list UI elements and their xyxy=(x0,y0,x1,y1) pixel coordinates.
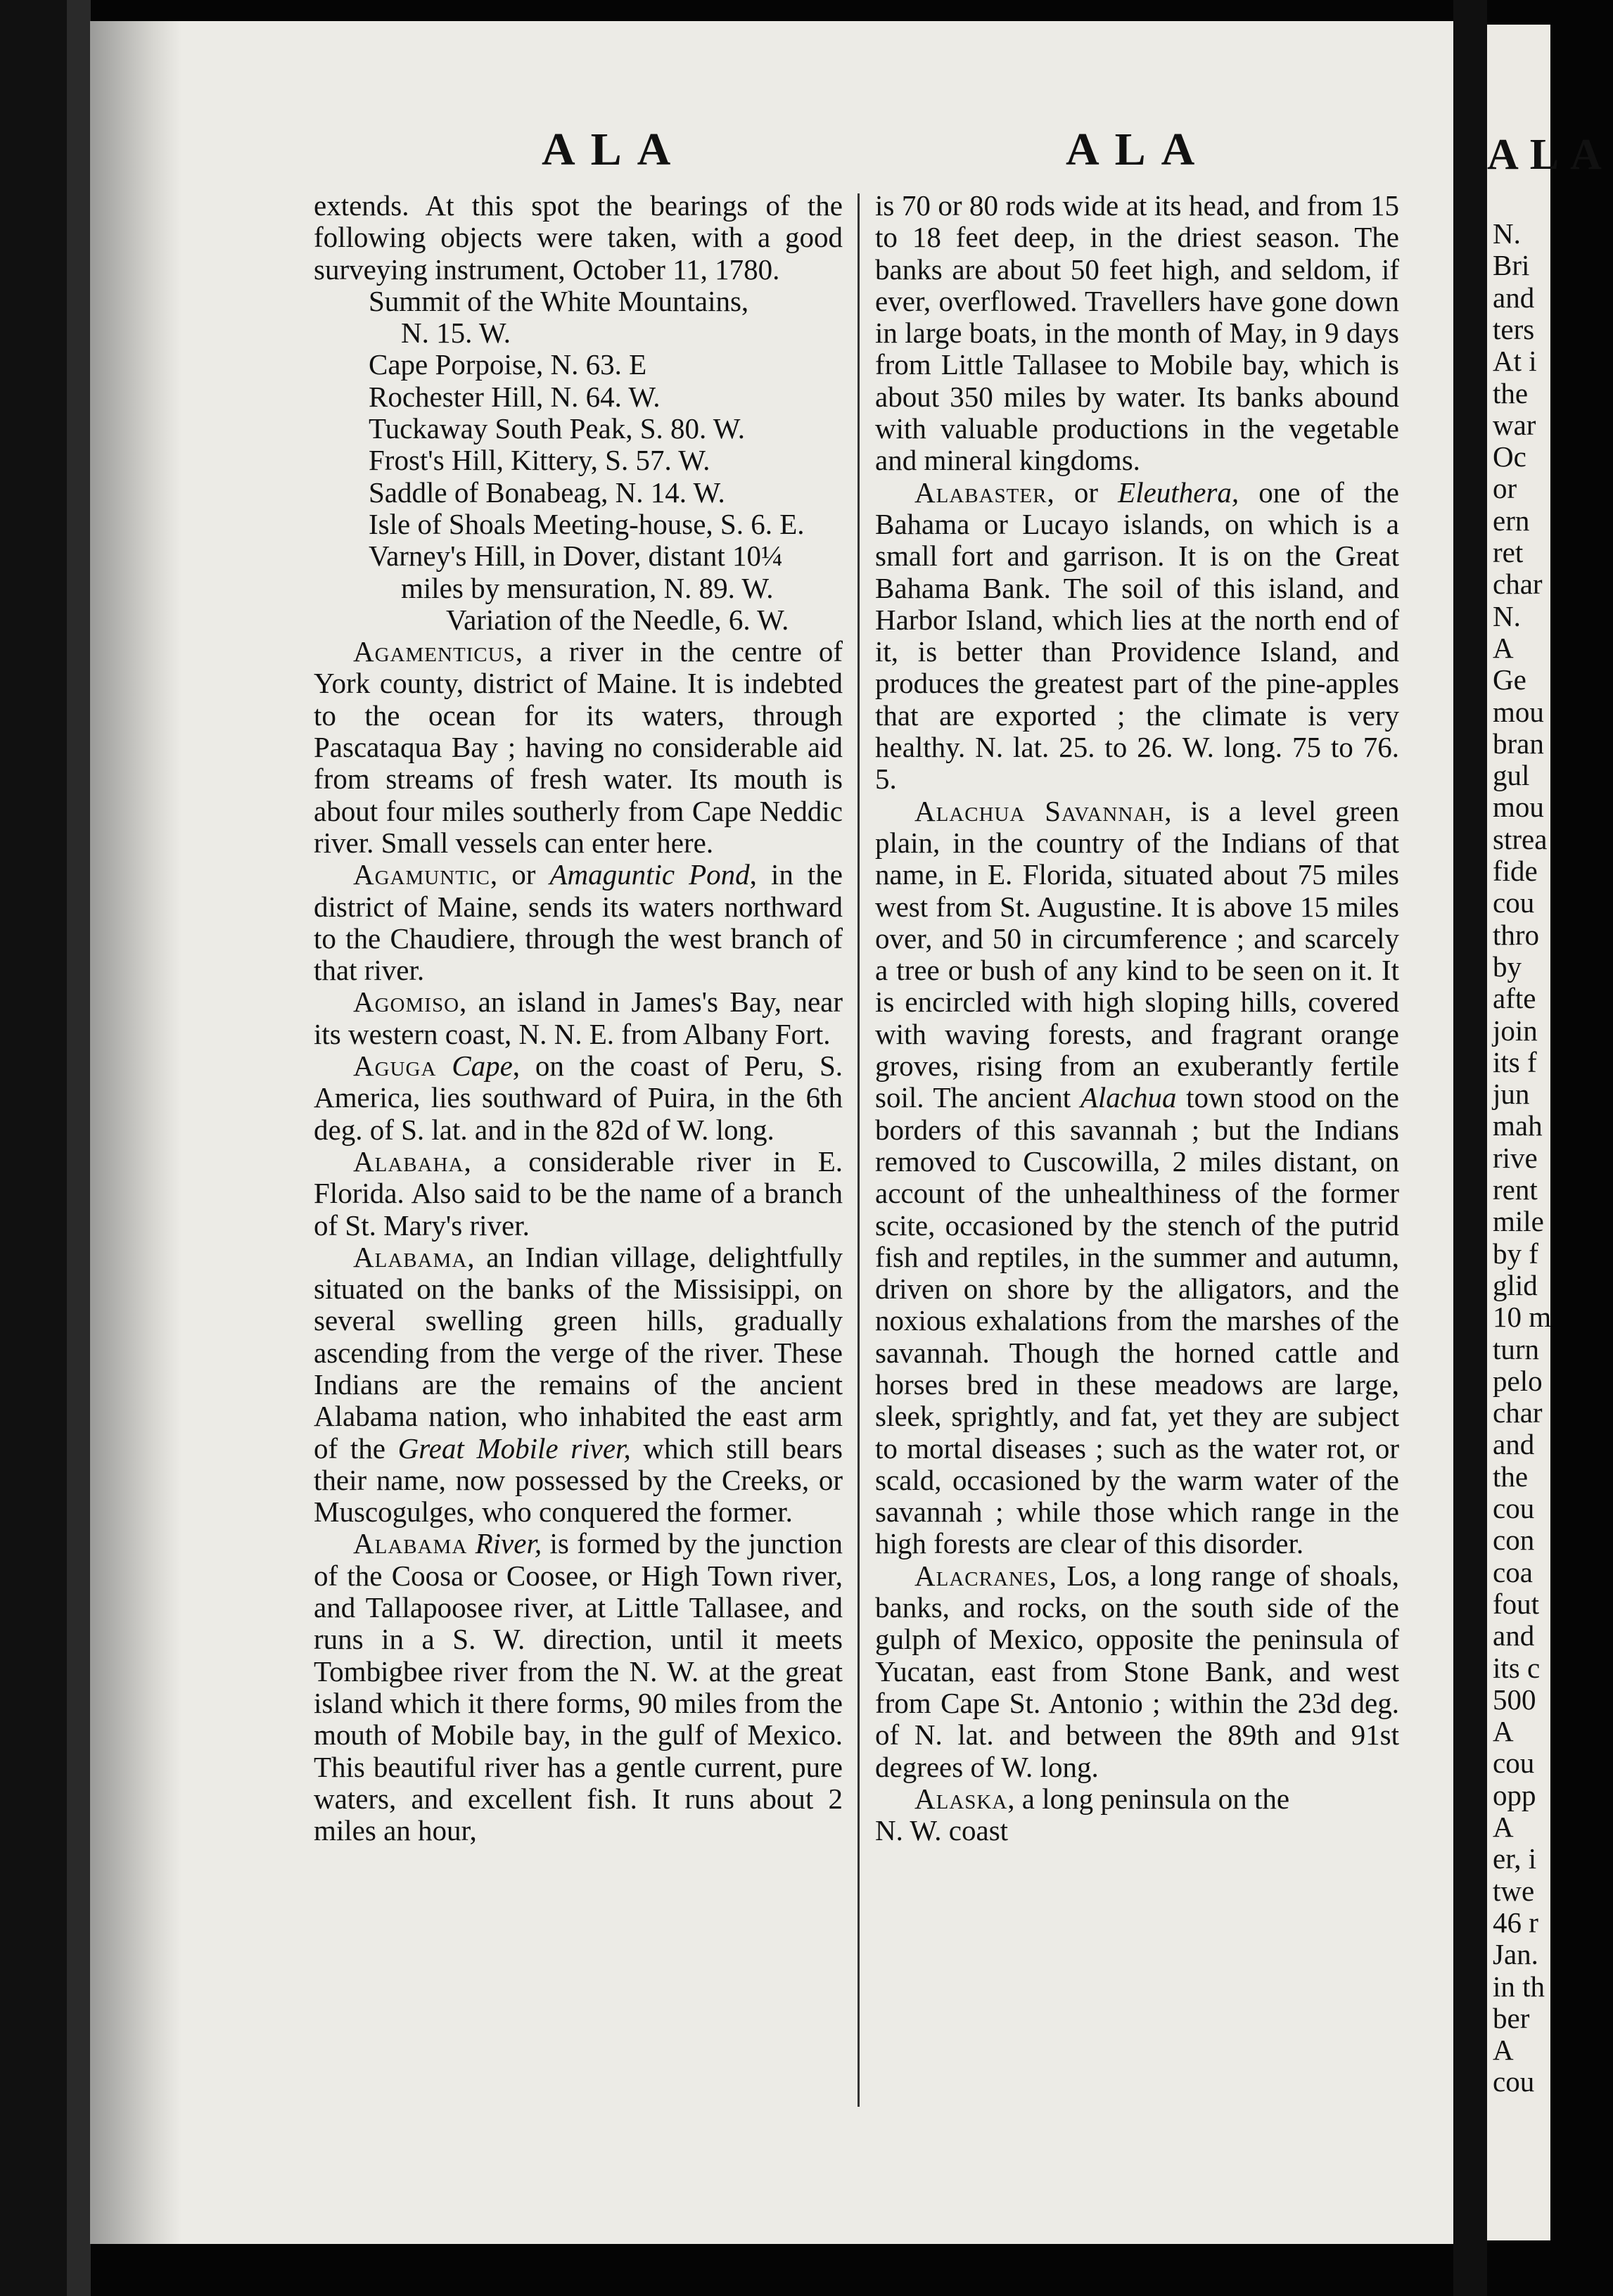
column-rule xyxy=(857,193,860,2107)
next-page-fragment: cou xyxy=(1493,1492,1535,1524)
entry-agamenticus xyxy=(314,636,843,859)
gutter xyxy=(1453,0,1487,2296)
bearing-line: Cape Porpoise, N. 63. E xyxy=(369,348,647,381)
next-page-fragment: mah xyxy=(1493,1109,1543,1142)
bearing-line: Isle of Shoals Meeting-house, S. 6. E. xyxy=(369,507,805,540)
entry-italic: Cape xyxy=(452,1050,513,1083)
next-page-fragment: N. xyxy=(1493,599,1521,632)
bearing-line: Variation of the Needle, 6. W. xyxy=(446,603,789,636)
bearing-line: Summit of the White Mountains, xyxy=(369,284,749,317)
next-page-fragment: afte xyxy=(1493,982,1536,1015)
entry-italic: Great Mobile river, xyxy=(397,1431,631,1465)
entry-italic: Eleuthera, xyxy=(1118,476,1239,509)
next-page-fragment: ber xyxy=(1493,2001,1530,2034)
intro-paragraph: extends. At this spot the bearings of the following objects were taken, with a good surveying instrument, October 11, 1780. xyxy=(314,189,843,286)
entry-body: , is a level green plain, in the country of the Indians of that name, in E. Florida, situated about 75 miles west from St. Augustine. It is above 15 miles over, and 50 in circumference ; and scarcely a tree or bush of any kind to be seen on it. It is encircled with high sloping hills, covered with waving forests, and fragrant orange groves, rising from an exuberantly fertile soil. The ancient xyxy=(875,794,1399,1114)
bearing-line: miles by mensuration, N. 89. W. xyxy=(401,571,774,604)
next-page-fragment: fide xyxy=(1493,855,1538,887)
next-page-fragment: Bri xyxy=(1493,249,1530,282)
bearing-line: Saddle of Bonabeag, N. 14. W. xyxy=(369,476,725,509)
entry-head: Aguga xyxy=(353,1050,437,1083)
entry-agomiso xyxy=(314,986,843,1050)
next-page-fragment: opp xyxy=(1493,1778,1536,1811)
entry-head: Alabaha xyxy=(353,1144,464,1178)
entry-head: Agamenticus xyxy=(353,635,516,668)
entry-rest: one of the Bahama or Lucayo islands, on which is a small fort and garrison. It is on the Great Bahama Bank. The soil of this island, and Harbor Island, which lies at the north end of it, is better than Providence Island, and produces the greatest part of the pine-apples that are exported ; the climate is very healthy. N. lat. 25. to 26. W. long. 75 to 76. 5. xyxy=(875,476,1399,796)
entry-body: , an island in James's Bay, near its western coast, N. N. E. from Albany Fort. xyxy=(314,986,843,1050)
next-page-fragment: thro xyxy=(1493,918,1540,951)
entry-italic: River, xyxy=(475,1527,542,1560)
entry-alabaster xyxy=(875,477,1399,796)
next-page-fragment: mile xyxy=(1493,1205,1544,1238)
next-page-fragment: strea xyxy=(1493,822,1548,855)
next-page-fragment: join xyxy=(1493,1014,1538,1047)
next-page-fragment: 10 m xyxy=(1493,1301,1552,1334)
catchword: N. W. coast xyxy=(875,1814,1009,1847)
next-page-edge xyxy=(1487,25,1613,2240)
next-page-fragment: the xyxy=(1493,376,1529,409)
entry-italic: Amaguntic Pond xyxy=(549,858,750,891)
next-page-fragment: its f xyxy=(1493,1045,1537,1078)
next-page-fragment: cou xyxy=(1493,886,1535,919)
entry-italic: Alachua xyxy=(1080,1081,1177,1114)
entry-head: Alabama xyxy=(353,1527,468,1560)
bearings-list xyxy=(369,286,843,636)
bearing-line: Tuckaway South Peak, S. 80. W. xyxy=(369,412,745,445)
continuation-paragraph: is 70 or 80 rods wide at its head, and from 15 to 18 feet deep, in the driest season. The banks are about 50 feet high, and seldom, if ever, overflowed. Travellers have gone down in large boats, in the month of May, in 9 days from Little Tallasee to Mobile bay, which is about 350 miles by water. Its banks abound with valuable productions in the vegetable and mineral kingdoms. xyxy=(875,189,1399,477)
next-page-fragment: Jan. xyxy=(1493,1938,1538,1971)
next-page-fragment: Ge xyxy=(1493,663,1526,696)
next-page-fragment: rive xyxy=(1493,1141,1538,1174)
entry-head: Alacranes xyxy=(914,1559,1050,1592)
entry-body: , or xyxy=(1047,476,1118,509)
page-shadow xyxy=(90,21,181,2244)
next-page-fragment: war xyxy=(1493,408,1536,441)
next-page-fragment: 46 r xyxy=(1493,1906,1538,1939)
next-page-fragment: con xyxy=(1493,1524,1535,1557)
next-page-fragment: ters xyxy=(1493,312,1535,345)
next-page-fragment: er, i xyxy=(1493,1842,1537,1875)
next-page-fragment: cou xyxy=(1493,1747,1535,1780)
next-page-fragment: and xyxy=(1493,1619,1535,1652)
entry-agamuntic xyxy=(314,859,843,986)
entry-head: Agamuntic xyxy=(353,858,490,891)
next-page-fragment: A xyxy=(1493,1715,1514,1748)
entry-head: Alaska xyxy=(914,1782,1008,1815)
next-page-fragment: char xyxy=(1493,568,1543,601)
next-page-fragment: pelo xyxy=(1493,1364,1543,1397)
next-page-fragment: turn xyxy=(1493,1332,1540,1365)
binding-strip xyxy=(67,0,91,2296)
next-page-fragment: glid xyxy=(1493,1268,1538,1301)
running-head-right: ALA xyxy=(1066,124,1211,175)
running-head-left: ALA xyxy=(542,124,687,175)
next-page-fragment: At i xyxy=(1493,345,1537,378)
bearing-line: Varney's Hill, in Dover, distant 10¼ xyxy=(369,540,783,573)
next-page-fragment: ern xyxy=(1493,504,1530,537)
next-page-fragment: mou xyxy=(1493,695,1544,728)
entry-alacranes xyxy=(875,1560,1399,1783)
entry-body: , an Indian village, delightfully situated on the banks of the Missisippi, on several swelling green hills, gradually ascending from the verge of the river. These Indians are the remains of the ancient Alabama nation, who inhabited the east arm of the xyxy=(314,1240,843,1465)
next-page-fragment: coa xyxy=(1493,1555,1533,1588)
entry-rest: which still bears their name, now possessed by the Creeks, or Muscogulges, who conquered the former. xyxy=(314,1431,843,1529)
next-page-fragment: jun xyxy=(1493,1078,1530,1111)
next-page-fragment: ret xyxy=(1493,536,1524,568)
column-left xyxy=(314,190,843,1847)
entry-head: Agomiso xyxy=(353,986,460,1019)
next-page-fragment: the xyxy=(1493,1460,1529,1493)
entry-body xyxy=(467,1527,475,1560)
next-page-fragment: A xyxy=(1493,631,1514,664)
entry-head: Alabaster xyxy=(914,476,1047,509)
next-page-fragment: by f xyxy=(1493,1237,1538,1270)
entry-head: Alabama xyxy=(353,1240,468,1273)
entry-body xyxy=(436,1050,452,1082)
bearing-line: Frost's Hill, Kittery, S. 57. W. xyxy=(369,444,710,477)
entry-head: Alachua Savannah xyxy=(914,794,1165,827)
entry-body: , Los, a long range of shoals, banks, and rocks, on the south side of the gulph of Mexico, opposite the peninsula of Yucatan, east from Stone Bank, and west from Cape St. Antonio ; within the 23d deg. of N. lat. and between the 89th and 91st degrees of W. long. xyxy=(875,1559,1399,1783)
next-page-fragment: gul xyxy=(1493,759,1530,792)
entry-rest: , on the coast of Peru, S. America, lies southward of Puira, in the 6th deg. of S. lat. and in the 82d of W. long. xyxy=(314,1050,843,1146)
entry-aguga xyxy=(314,1050,843,1146)
next-page-running-head: ALA xyxy=(1487,131,1613,179)
entry-alabama-river xyxy=(314,1528,843,1847)
entry-rest: is formed by the junction of the Coosa or Coosee, or High Town river, and Tallapoosee river, at Little Tallasee, and runs in a S. W. direction, until it meets Tombigbee river from the N. W. at the great island which it there forms, 90 miles from the mouth of Mobile bay, in the gulf of Mexico. This beautiful river has a gentle current, pure waters, and excellent fish. It runs about 2 miles an hour, xyxy=(314,1527,843,1847)
next-page-fragment: bran xyxy=(1493,727,1544,760)
next-page-fragment: A xyxy=(1493,1811,1514,1843)
entry-body: , a river in the centre of York county, district of Maine. It is indebted to the ocean for its waters, through Pascataqua Bay ; having no considerable aid from streams of fresh water. Its mouth is about four miles southerly from Cape Neddic river. Small vessels can enter here. xyxy=(314,635,843,859)
next-page-fragment: cou xyxy=(1493,2065,1535,2098)
next-page-fragment: and xyxy=(1493,1428,1535,1461)
entry-alachua-savannah xyxy=(875,796,1399,1560)
next-page-fragment: or xyxy=(1493,472,1517,505)
bearing-line: Rochester Hill, N. 64. W. xyxy=(369,380,661,413)
next-page-fragment: its c xyxy=(1493,1651,1541,1684)
next-page-fragment: Oc xyxy=(1493,440,1526,473)
bearing-line: N. 15. W. xyxy=(401,317,511,350)
next-page-fragment: and xyxy=(1493,281,1535,314)
entry-rest: , in the district of Maine, sends its waters northward to the Chaudiere, through the west branch of that river. xyxy=(314,858,843,987)
next-page-fragment: twe xyxy=(1493,1874,1535,1907)
entry-alabaha xyxy=(314,1146,843,1242)
entry-body: , a long peninsula on the xyxy=(1007,1782,1290,1815)
entry-body: , or xyxy=(490,858,550,891)
next-page-fragment: fout xyxy=(1493,1587,1540,1620)
next-page-fragment: N. xyxy=(1493,217,1521,250)
next-page-fragment: 500 xyxy=(1493,1683,1536,1716)
entry-rest: town stood on the borders of this savannah ; but the Indians removed to Cuscowilla, 2 miles distant, on account of the unhealthiness of the former scite, occasioned by the stench of the putrid fish and reptiles, in the summer and autumn, driven on shore by the alligators, and the noxious exhalations from the marshes of the savannah. Though the horned cattle and horses bred in these meadows are large, sleek, sprightly, and fat, yet they are subject to mortal diseases ; such as the water rot, or scald, occasioned by the warm water of the savannah ; while those which range in the high forests are clear of this disorder. xyxy=(875,1081,1400,1560)
entry-alaska xyxy=(875,1783,1399,1815)
column-right xyxy=(875,190,1399,1847)
next-page-fragment: mou xyxy=(1493,791,1544,824)
next-page-fragment: A xyxy=(1493,2034,1514,2067)
next-page-fragment: by xyxy=(1493,950,1522,983)
next-page-fragment: char xyxy=(1493,1396,1543,1429)
next-page-fragment: rent xyxy=(1493,1173,1538,1206)
entry-body: , a considerable river in E. Florida. Also said to be the name of a branch of St. Mary's river. xyxy=(314,1144,843,1242)
next-page-fragment: in th xyxy=(1493,1970,1545,2003)
entry-alabama xyxy=(314,1242,843,1529)
